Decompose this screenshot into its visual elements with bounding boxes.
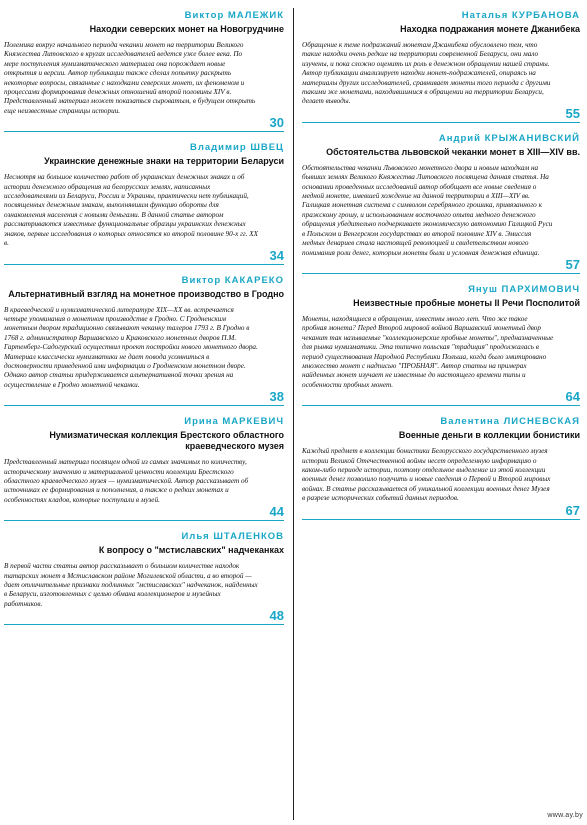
article-divider [4,264,284,265]
article-entry[interactable] [302,416,580,519]
article-page-number: 44 [269,504,284,520]
article-divider [302,273,580,274]
column-divider [293,8,294,820]
article-entry[interactable] [302,284,580,406]
article-entry[interactable] [4,416,284,521]
article-title: Нумизматическая коллекция Брестского областного краеведческого музея [49,430,284,452]
article-summary: Представленный материал посвящен одной из самых значимых по количеству, историческому значению и материальной ценности коллекции Брестского областного краеведческого музея — нумизматической. Автор рассказывает об источниках ее формирования и пополнения, а также о редких монетах и особенностях кладов, которые поступали в музей. [4,458,249,504]
article-title: К вопросу о "мстиславских" надчеканках [98,545,284,556]
article-title: Альтернативный взгляд на монетное производство в Гродно [8,288,284,299]
article-footer [302,107,580,123]
article-summary: Обращение к теме подражаний монетам Джанибека обусловлено тем, что такие находки очень редкие на территории современной Беларуси, они мало изучены, и пока сложно оценить их роль в денежном обращении нашей страны. Автор публикации анализирует находки монет-подражателей, опираясь на материалы других исследователей, сравнивает монеты того периода с другими такими же монетами, находившимися в обращении на территории Беларуси, делает выводы. [302,41,551,106]
article-summary: Несмотря на большое количество работ об украинских денежных знаках и об истории денежного обращения на белорусских землях, написанных исследователями из Беларуси, России и Украины, практически нет публикаций, посвященных денежным знакам, выполнявшим функцию обороты для ознакомления населения с новыми деньгами. В данной статье автором рассматриваются известные функциональные образцы украинских денежных знаков, первые исследования о которых относятся ко второй половине 90-х гг. XX в. [4,173,259,248]
article-page-number: 57 [565,256,580,272]
article-title: Неизвестные пробные монеты II Речи Посполитой [353,297,580,308]
article-author: Ирина МАРКЕВИЧ [184,416,284,428]
article-footer [302,390,580,406]
article-footer [4,116,284,132]
left-column [4,0,284,625]
article-footer [4,249,284,265]
article-footer [4,609,284,625]
article-author: Валентина ЛИСНЕВСКАЯ [440,416,580,428]
article-author: Наталья КУРБАНОВА [461,10,580,21]
article-author: Виктор КАКАРЕКО [181,274,284,286]
article-entry[interactable] [302,133,580,274]
article-divider [302,405,580,406]
article-title: Находки северских монет на Новогрудчине [89,24,284,34]
article-page-number: 55 [565,105,580,121]
article-author: Андрий КРЫЖАНИВСКИЙ [438,132,580,144]
article-author: Владимир ШВЕЦ [189,142,284,154]
article-page-number: 30 [269,115,284,131]
article-divider [4,520,284,521]
article-divider [302,519,580,520]
right-column [302,0,580,520]
article-title: Обстоятельства львовской чеканки монет в XIII—XIV вв. [326,146,580,157]
article-entry[interactable] [4,142,284,264]
article-page-number: 67 [565,502,580,518]
article-footer [4,505,284,521]
article-divider [4,131,284,132]
article-divider [4,405,284,406]
article-page-number: 34 [269,247,284,263]
article-title: Находка подражания монете Джанибека [400,24,580,34]
article-author: Януш ПАРХИМОВИЧ [468,283,580,295]
article-summary: Каждый предмет в коллекции бонистики Белорусского государственного музея истории Великой Отечественной войны несет определенную информацию о каком-либо периоде истории, поэтому отдельное выделение из этой коллекции военных денег позволило получить и новые сведения о Первой и Второй мировых войнах. В статье рассказывается об уникальной коллекции военных денег Музея в разрезе исторических событий данных периодов. [302,447,551,503]
article-footer [302,258,580,274]
article-page-number: 38 [269,389,284,405]
article-entry[interactable] [4,275,284,407]
article-divider [4,624,284,625]
article-author: Илья ШТАЛЕНКОВ [181,531,284,543]
article-title: Украинские денежные знаки на территории Беларуси [44,156,284,167]
article-footer [4,390,284,406]
article-summary: Полемика вокруг начального периода чеканки монет на территории Великого Княжества Литовского в кругах исследователей ведется уже более века. По мере поступления нумизматического материала она порождает новые открытия и версии. Автор публикации также сделал попытку раскрыть некоторые вопросы, связанные с находками северских монет, их феноменом и процессами формирования денежных отношений второй половины XIV в. Представленный материал может показаться сыроватым, в будущем открыть еще неизвестные страницы истории. [4,41,256,115]
article-page-number: 48 [269,608,284,624]
article-entry[interactable] [4,10,284,132]
article-entry[interactable] [302,10,580,123]
article-page-number: 64 [565,389,580,405]
article-entry[interactable] [4,531,284,625]
watermark-url: www.ay.by [547,812,583,819]
article-summary: В первой части статьи автор рассказывает о большом количестве находок татарских монет в Мстиславском районе Могилевской области, а во второй — дает отличительные признаки подлинных "мстиславских" надчеканок, найденных в Беларуси, изготовленных с целью обмана коллекционеров и музейных работников. [4,562,258,608]
article-author: Виктор МАЛЕЖИК [184,10,284,21]
article-summary: Монеты, находящиеся в обращении, известны много лет. Что же такое пробная монета? Перед Второй мировой войной Варшавский монетный двор чеканит так называемые "коллекционерские пробные монеты", предназначенные для рынка нумизматики. Эта типично польская "традиция" продолжалась в период существования Народной Республики Польша, когда было эмитировано множество монет с надписью "ПРОБНАЯ". Автор статьи на примерах найденных монет изучает не известные до настоящего времени типы и особенности пробных монет. [302,314,554,389]
article-title: Военные деньги в коллекции бонистики [398,430,580,441]
article-divider [302,122,580,123]
article-footer [302,504,580,520]
article-summary: В краеведческой и нумизматической литературе XIX—XX вв. встречается четыре упоминания о монетном производстве в Гродно. С Гродненским монетным двором традиционно связывают чеканку талеров 1793 г. В Гродно в 1768 г. администратор Варшавского и Краковского монетных дворов П.М. Гартенберг-Садогурский осуществил проект постройки нового монетного двора. Материал классически нумизматики не дает повода усомниться в достоверности приведенной ими информации о Гродненском монетном дворе. Однако автор статьи придерживается альтернативной точки зрения на осуществление в Гродно монетной чеканки. [4,305,258,389]
article-summary: Обстоятельства чеканки Львовского монетного двора и новым находкам на бывших землях Великого Княжества Литовского посвящена данная статья. На основании проведенных исследований автор обобщает все новые сведения о медной монете, имевшей хождение на данной территории в XIII—XIV вв. Галицкая монетная система с символом серебряного грошика, привязанного к пражскому грошу, и использованием восточного опыта медного денежного обращения убедительно подчеркивает экономическую автономию Галицкой Руси в Польском и Венгерском государствах во второй половине XIV в. Эмиссия медных денариев стала настоящей революцией и свидетельством нового понимания роли денег, которым монеты были и условная денежная единица. [302,163,553,257]
